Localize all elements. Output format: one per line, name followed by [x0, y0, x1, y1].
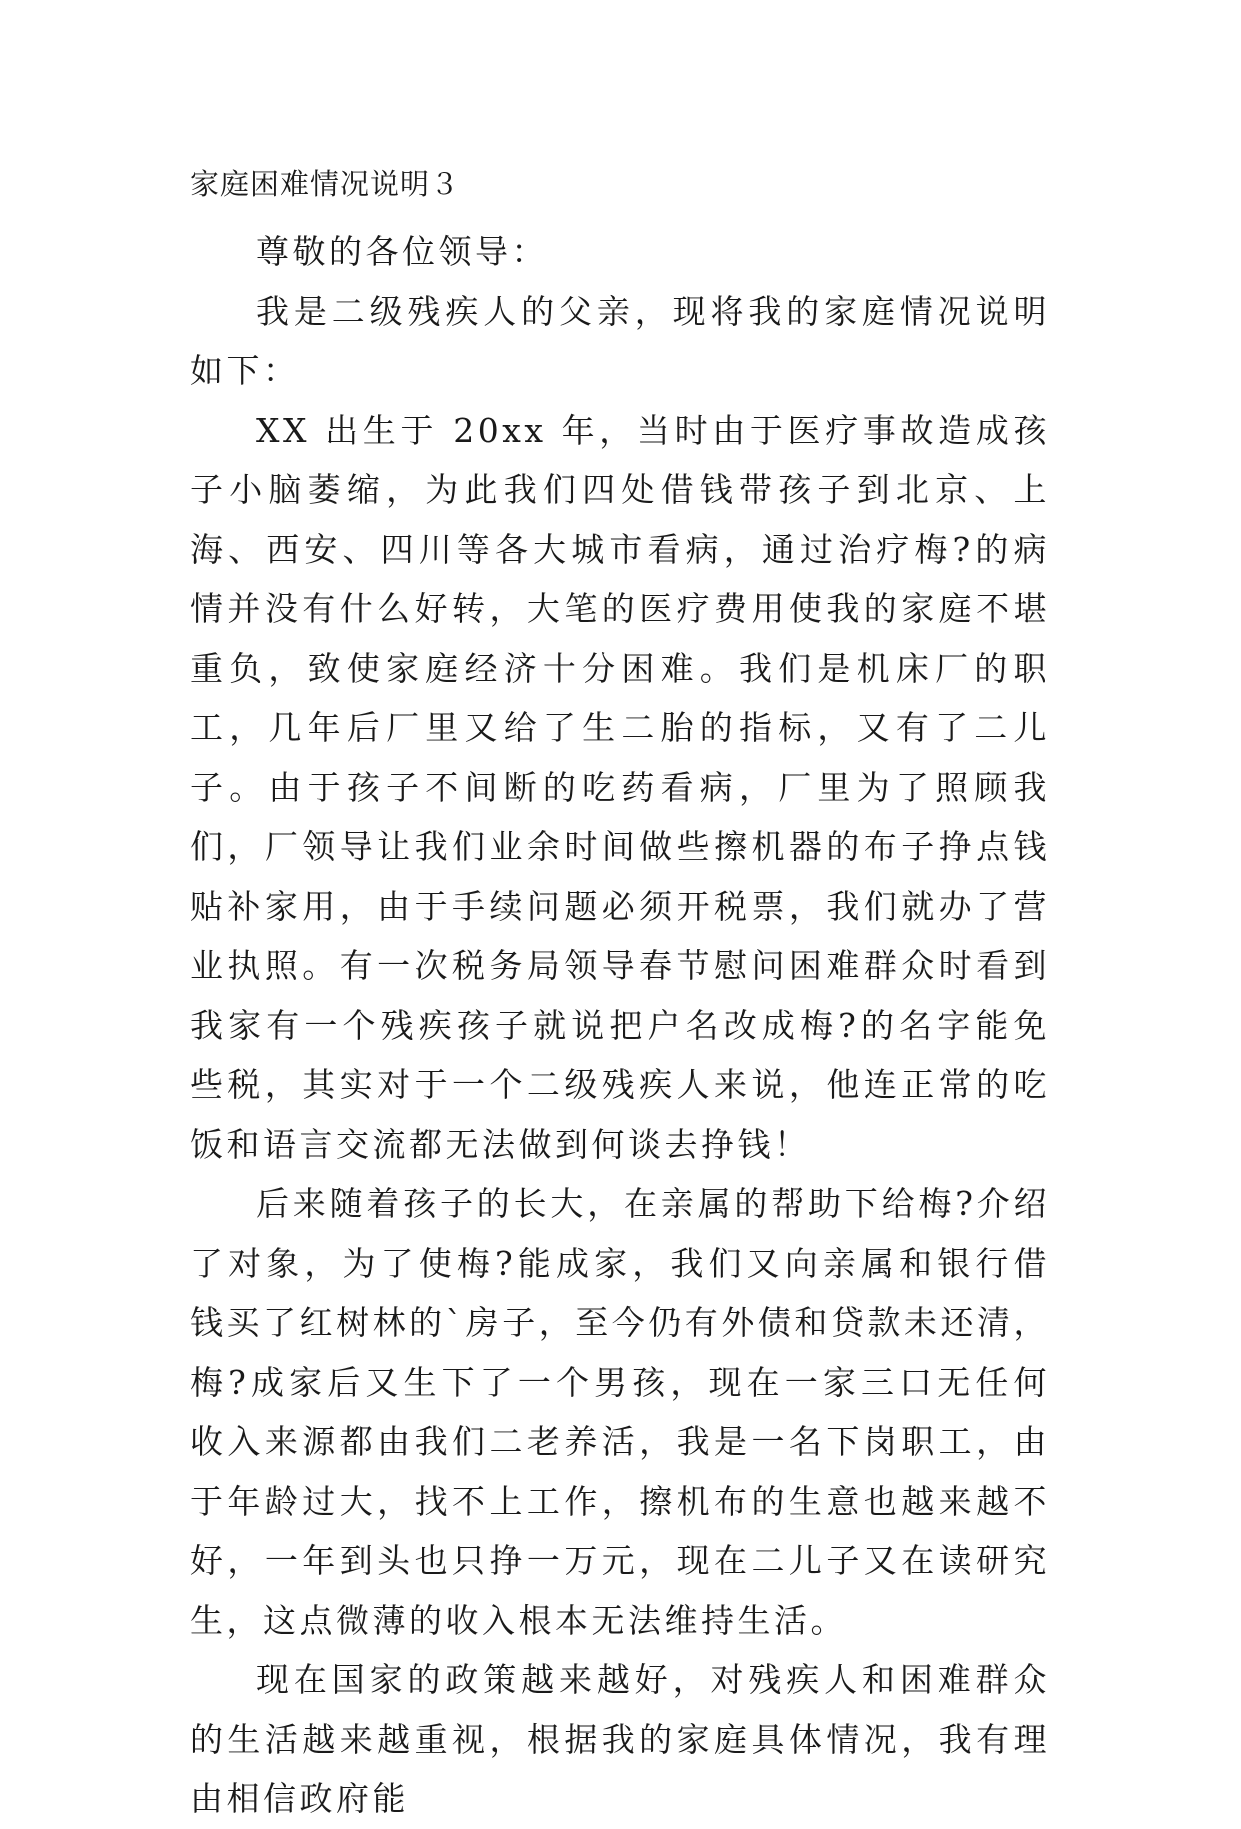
document-body [190, 222, 1050, 1829]
paragraph-marriage: 后来随着孩子的长大，在亲属的帮助下给梅?介绍了对象，为了使梅?能成家，我们又向亲属和银行借钱买了红树林的`房子，至今仍有外债和贷款未还清，梅?成家后又生下了一个男孩，现在一家三口无任何收入来源都由我们二老养活，我是一名下岗职工，由于年龄过大，找不上工作，擦机布的生意也越来越不好，一年到头也只挣一万元，现在二儿子又在读研究生，这点微薄的收入根本无法维持生活。 [190, 1184, 1050, 1640]
paragraph-request: 现在国家的政策越来越好，对残疾人和困难群众的生活越来越重视，根据我的家庭具体情况，我有理由相信政府能 [190, 1660, 1050, 1818]
paragraph-salutation: 尊敬的各位领导： [256, 232, 548, 271]
paragraph-background: XX 出生于 20xx 年，当时由于医疗事故造成孩子小脑萎缩，为此我们四处借钱带孩子到北京、上海、西安、四川等各大城市看病，通过治疗梅?的病情并没有什么好转，大笔的医疗费用使我的家庭不堪重负，致使家庭经济十分困难。我们是机床厂的职工，几年后厂里又给了生二胎的指标，又有了二儿子。由于孩子不间断的吃药看病，厂里为了照顾我们，厂领导让我们业余时间做些擦机器的布子挣点钱贴补家用，由于手续问题必须开税票，我们就办了营业执照。有一次税务局领导春节慰问困难群众时看到我家有一个残疾孩子就说把户名改成梅?的名字能免些税，其实对于一个二级残疾人来说，他连正常的吃饭和语言交流都无法做到何谈去挣钱！ [190, 410, 1050, 1164]
paragraph-intro: 我是二级残疾人的父亲，现将我的家庭情况说明如下： [190, 291, 1050, 390]
document-title: 家庭困难情况说明３ [190, 167, 461, 201]
